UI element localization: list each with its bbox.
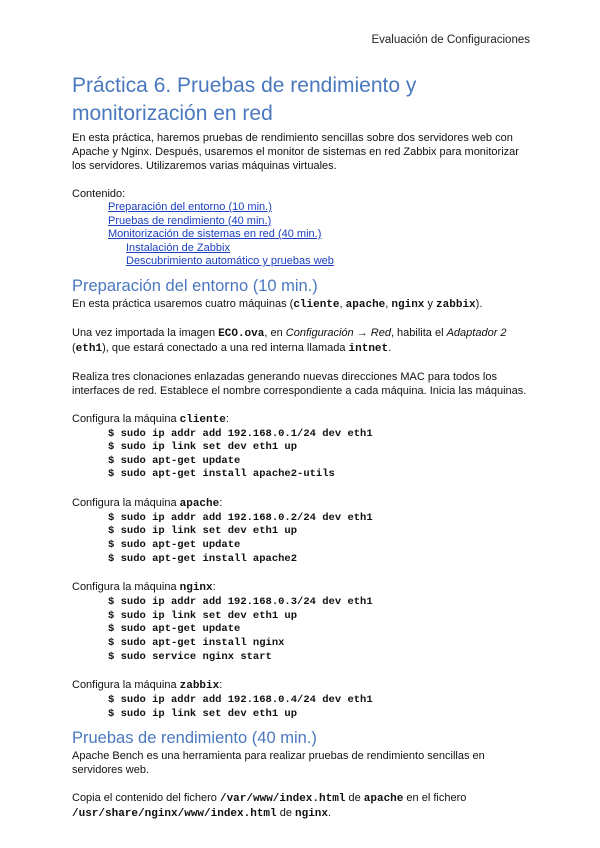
toc-link-preparacion[interactable]: Preparación del entorno (10 min.) (108, 201, 272, 213)
clone-paragraph: Realiza tres clonaciones enlazadas generando nuevas direcciones MAC para todos los interfaces de red. Establece el nombre correspondiente a cada máquina. Inicia las máquinas. (72, 370, 527, 397)
apache-bench-paragraph: Apache Bench es una herramienta para realizar pruebas de rendimiento sencillas en servidores web. (72, 750, 485, 777)
intro-paragraph: En esta práctica, haremos pruebas de rendimiento sencillas sobre dos servidores web con Apache y Nginx. Después, usaremos el monitor de sistemas en red Zabbix para monitorizar los servidores. Utilizaremos varias máquinas virtuales. (72, 132, 519, 172)
image-import-paragraph: Una vez importada la imagen ECO.ova, en Configuración → Red, habilita el Adaptador 2 (eth1), que estará conectado a una red interna llamada intnet. (72, 326, 507, 355)
section-heading-pruebas: Pruebas de rendimiento (40 min.) (72, 729, 317, 748)
code-block-zabbix: $ sudo ip addr add 192.168.0.4/24 dev eth1 $ sudo ip link set dev eth1 up (108, 694, 373, 720)
table-of-contents (72, 201, 534, 269)
machine-label-cliente: Configura la máquina cliente: (72, 412, 229, 426)
copy-index-paragraph: Copia el contenido del fichero /var/www/index.html de apache en el fichero /usr/share/nginx/www/index.html de nginx. (72, 792, 467, 821)
page-header: Evaluación de Configuraciones (371, 34, 530, 46)
section-heading-preparacion: Preparación del entorno (10 min.) (72, 276, 318, 295)
toc-link-descubrimiento[interactable]: Descubrimiento automático y pruebas web (126, 255, 334, 267)
machines-paragraph: En esta práctica usaremos cuatro máquinas (cliente, apache, nginx y zabbix). (72, 297, 483, 311)
code-block-apache: $ sudo ip addr add 192.168.0.2/24 dev eth1 $ sudo ip link set dev eth1 up $ sudo apt-get update $ sudo apt-get install apache2 (108, 511, 373, 565)
toc-title: Contenido: (72, 188, 126, 200)
page-title: Práctica 6. Pruebas de rendimiento y monitorización en red (72, 74, 417, 125)
machine-label-apache: Configura la máquina apache: (72, 496, 223, 510)
machine-label-nginx: Configura la máquina nginx: (72, 581, 216, 595)
toc-link-instalacion-zabbix[interactable]: Instalación de Zabbix (126, 241, 230, 254)
machine-label-zabbix: Configura la máquina zabbix: (72, 679, 223, 693)
code-block-nginx: $ sudo ip addr add 192.168.0.3/24 dev eth1 $ sudo ip link set dev eth1 up $ sudo apt-get update $ sudo apt-get install nginx $ sudo service nginx start (108, 596, 373, 663)
document-body (72, 72, 534, 821)
code-block-cliente: $ sudo ip addr add 192.168.0.1/24 dev eth1 $ sudo ip link set dev eth1 up $ sudo apt-get update $ sudo apt-get install apache2-utils (108, 427, 373, 481)
toc-link-pruebas[interactable]: Pruebas de rendimiento (40 min.) (108, 214, 272, 227)
toc-link-monitorizacion[interactable]: Monitorización de sistemas en red (40 min.) (108, 228, 322, 240)
